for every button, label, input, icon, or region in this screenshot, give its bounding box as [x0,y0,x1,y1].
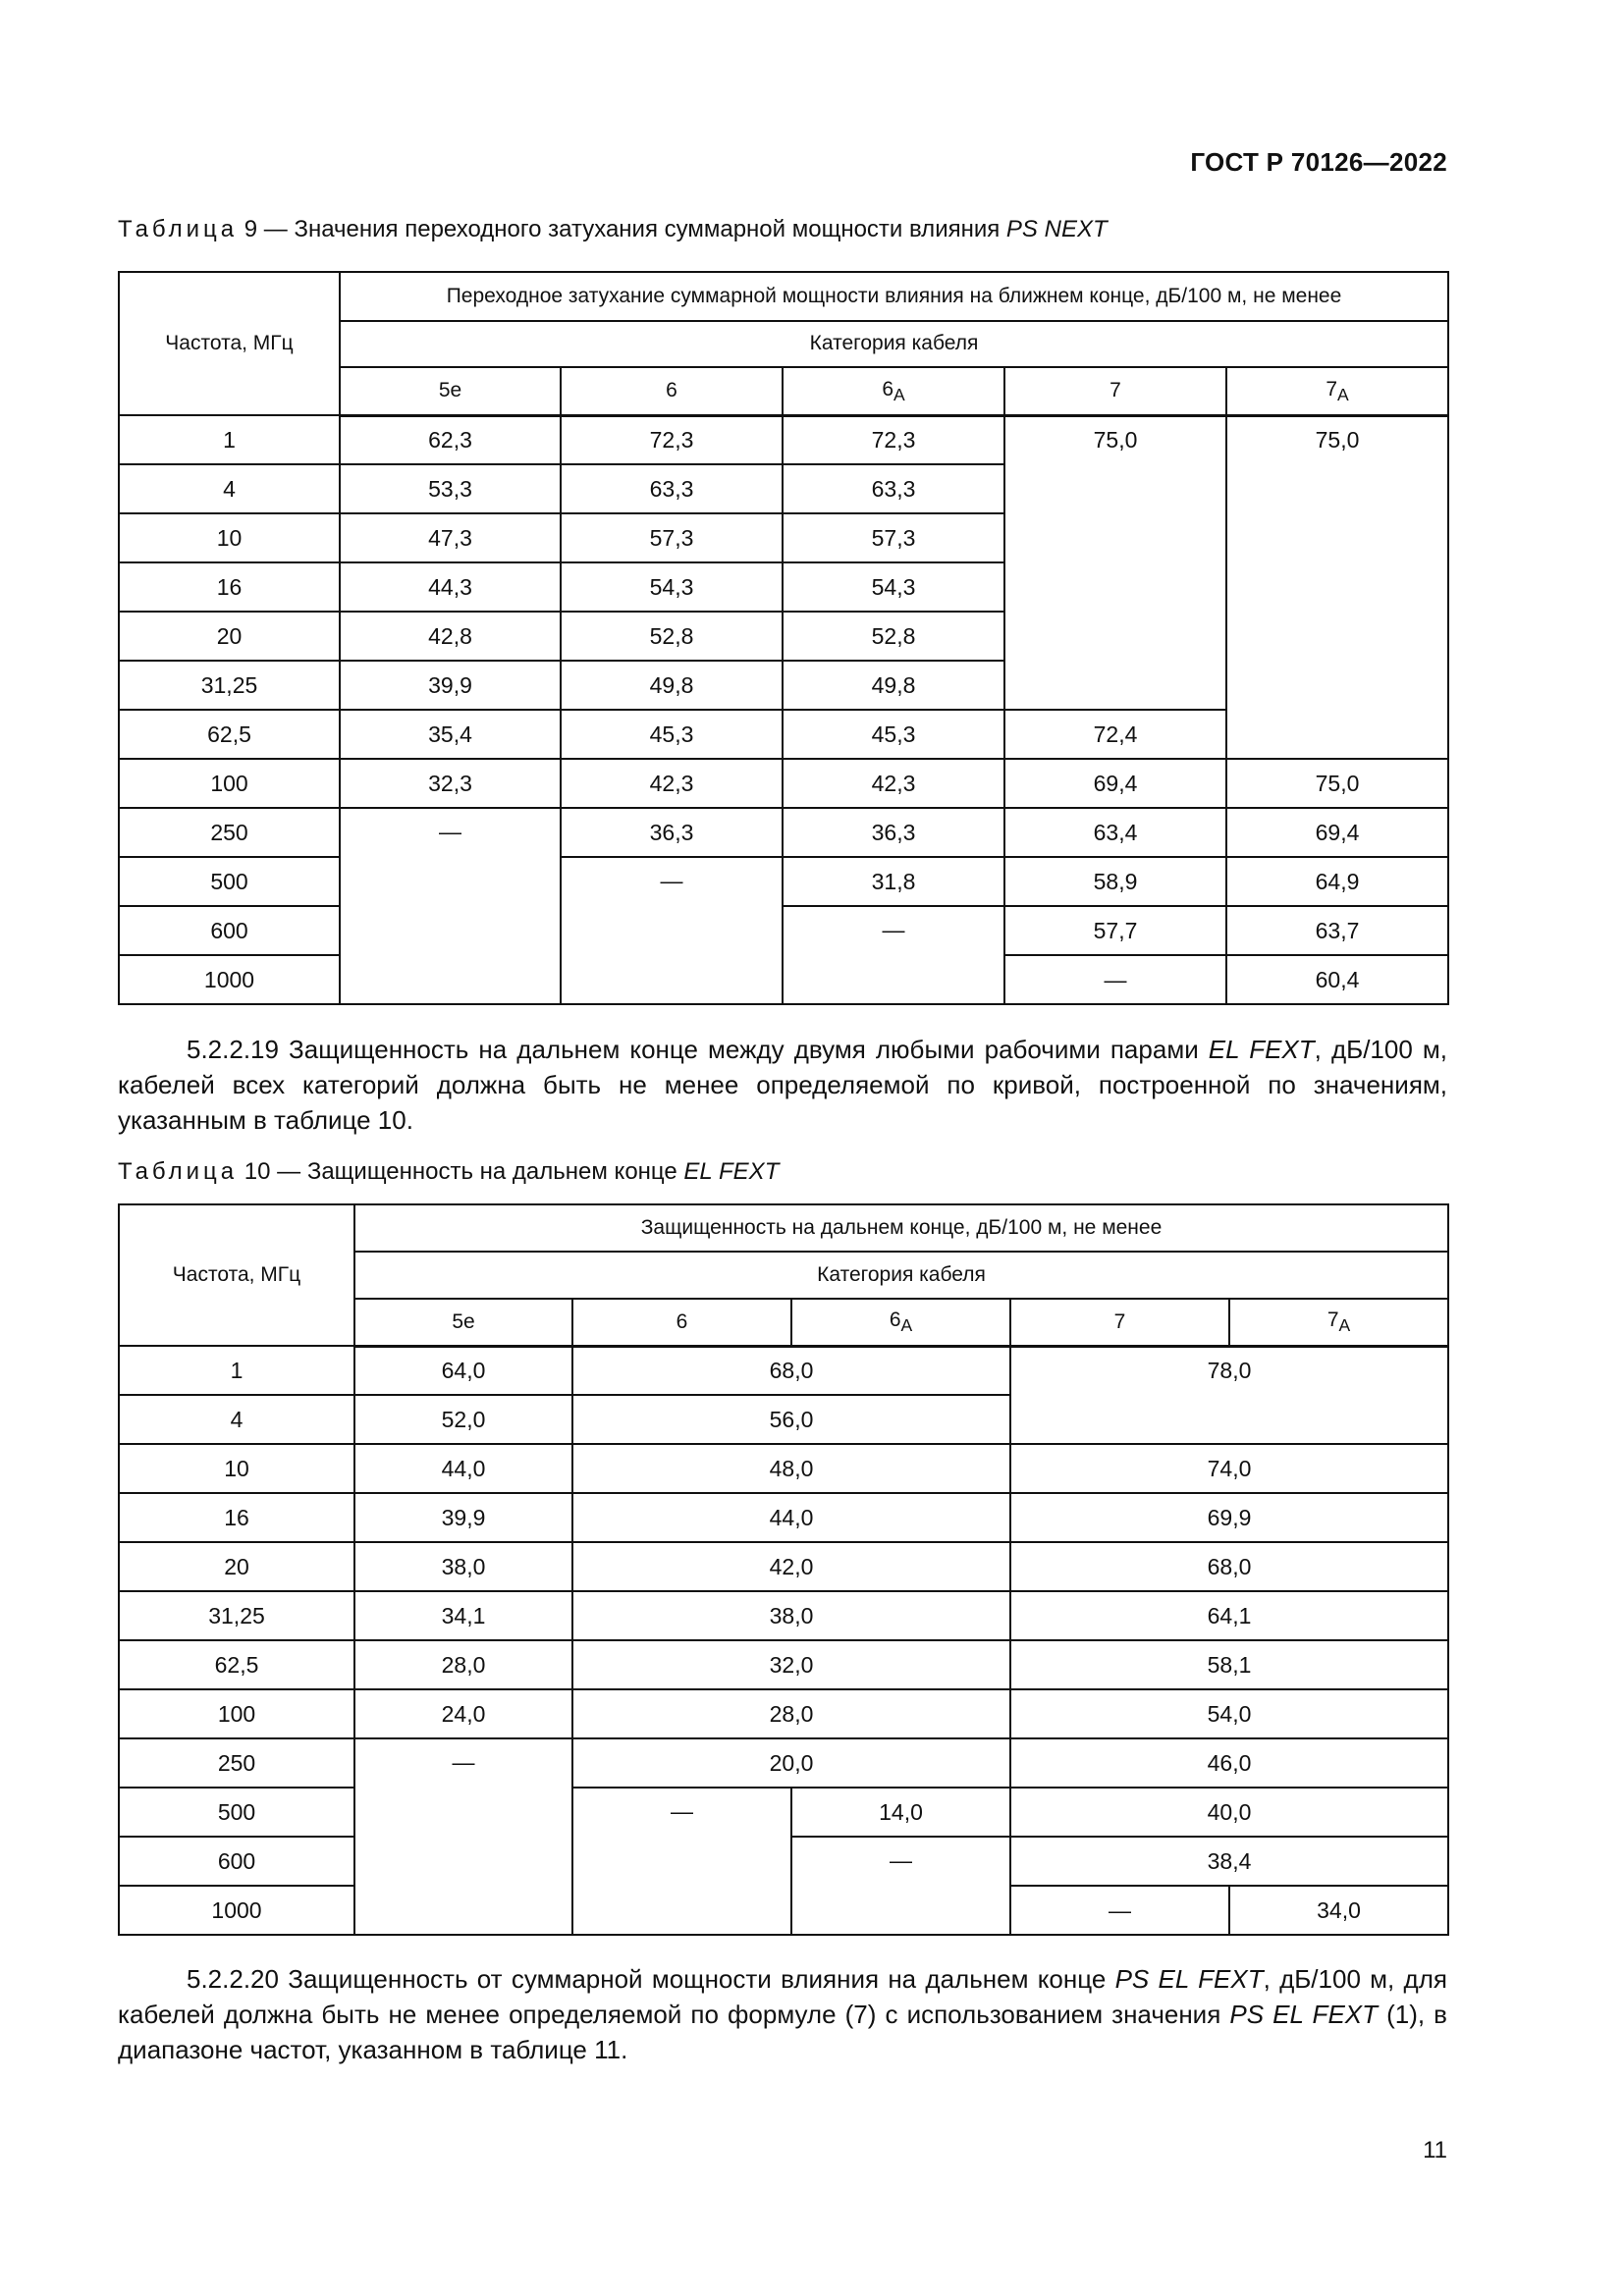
table9 [118,271,1449,1005]
table9-cell: 45,3 [561,710,783,759]
table9-cell: 63,3 [561,464,783,513]
table9-cell: 75,0 [1226,415,1448,759]
table-row [119,1738,1448,1788]
table10-freq-header: Частота, МГц [119,1204,354,1346]
table10-cell: 44,0 [354,1444,572,1493]
table9-cell: 31,8 [783,857,1004,906]
standard-designation: ГОСТ Р 70126—2022 [1190,147,1447,177]
table10-category-header: Категория кабеля [354,1252,1448,1299]
table10-cell: 42,0 [572,1542,1010,1591]
table9-cell: 39,9 [340,661,561,710]
paragraph-5-2-2-19: 5.2.2.19 Защищенность на дальнем конце между двумя любыми рабочими парами EL FEXT, дБ/100 м, кабелей всех категорий должна быть не менее определяемой по кривой, построенной по значениям, указанным в таблице 10. [118,1035,1447,1135]
table9-freq: 100 [119,759,340,808]
table10-freq: 1 [119,1346,354,1395]
table9-cat-6: 6 [561,367,783,415]
table9-cell: 69,4 [1226,808,1448,857]
table9-cell: 72,3 [783,415,1004,464]
table-row [119,1444,1448,1493]
table-row [119,415,1448,464]
table10-cell: 52,0 [354,1395,572,1444]
table-row [119,1591,1448,1640]
table9-category-header: Категория кабеля [340,321,1448,367]
table-row [119,906,1448,955]
table-row [119,808,1448,857]
table10-freq: 600 [119,1837,354,1886]
table-row [119,1689,1448,1738]
table10-cell: 54,0 [1010,1689,1448,1738]
table9-cell: 72,4 [1004,710,1226,759]
table9-cell: 63,3 [783,464,1004,513]
table10-cell: 46,0 [1010,1738,1448,1788]
table9-cat-5e: 5e [340,367,561,415]
table9-cell: — [1004,955,1226,1004]
table10-cell: 38,0 [572,1591,1010,1640]
table9-freq-header: Частота, МГц [119,272,340,415]
table9-freq: 1000 [119,955,340,1004]
table10-cell: 14,0 [791,1788,1010,1837]
table9-cell: 35,4 [340,710,561,759]
table9-cell: 42,8 [340,612,561,661]
table9-cell: 63,4 [1004,808,1226,857]
table9-cell: 60,4 [1226,955,1448,1004]
table9-freq: 10 [119,513,340,562]
table9-cell: — [783,906,1004,1004]
table9-freq: 4 [119,464,340,513]
table10-cell: — [572,1788,791,1935]
table9-main-header: Переходное затухание суммарной мощности влияния на ближнем конце, дБ/100 м, не менее [340,272,1448,321]
table10-cell: 34,0 [1229,1886,1448,1935]
table9-cell: 44,3 [340,562,561,612]
table9-freq: 600 [119,906,340,955]
table9-caption: Таблица 9 — Значения переходного затухания суммарной мощности влияния PS NEXT [118,216,1108,242]
table9-freq: 20 [119,612,340,661]
table10-cat-6: 6 [572,1299,791,1346]
table10-cell: 64,1 [1010,1591,1448,1640]
table10-cell: — [791,1837,1010,1935]
table9-cell: 36,3 [561,808,783,857]
table9-cell: 54,3 [783,562,1004,612]
table10-cell: 69,9 [1010,1493,1448,1542]
table9-cat-6a: $6_A$ [783,367,1004,415]
table9-cat-7a: $7_A$ [1226,367,1448,415]
table10-cell: 38,0 [354,1542,572,1591]
table10-cell: — [354,1738,572,1935]
table9-freq: 500 [119,857,340,906]
table-row [119,759,1448,808]
table9-cell: 58,9 [1004,857,1226,906]
table9-cell: 42,3 [783,759,1004,808]
table10-cell: 20,0 [572,1738,1010,1788]
page-number: 11 [1423,2137,1447,2163]
table10-freq: 10 [119,1444,354,1493]
table10-cell: 58,1 [1010,1640,1448,1689]
table9-cell: 52,8 [783,612,1004,661]
table10-main-header: Защищенность на дальнем конце, дБ/100 м, не менее [354,1204,1448,1252]
table9-cell: 45,3 [783,710,1004,759]
table10-cell: 56,0 [572,1395,1010,1444]
table10-freq: 100 [119,1689,354,1738]
table10-cat-6a: $6_A$ [791,1299,1010,1346]
table10-cell: 44,0 [572,1493,1010,1542]
table10-freq: 16 [119,1493,354,1542]
table9-cell: 75,0 [1226,759,1448,808]
table9-freq: 16 [119,562,340,612]
table10-freq: 62,5 [119,1640,354,1689]
table9-cell: — [340,808,561,1004]
table9-freq: 250 [119,808,340,857]
table10-freq: 31,25 [119,1591,354,1640]
table9-cell: 53,3 [340,464,561,513]
table10-freq: 500 [119,1788,354,1837]
paragraph-5-2-2-20: 5.2.2.20 Защищенность от суммарной мощности влияния на дальнем конце PS EL FEXT, дБ/100 м, для кабелей должна быть не менее определяемой по формуле (7) с использованием значения PS EL FEXT (1), в диапазоне частот, указанном в таблице 11. [118,1964,1447,2064]
table10-cell: 28,0 [572,1689,1010,1738]
table9-cell: 47,3 [340,513,561,562]
table10-freq: 1000 [119,1886,354,1935]
table10-freq: 250 [119,1738,354,1788]
table-row [119,1493,1448,1542]
table10-cell: 64,0 [354,1346,572,1395]
table10-cell: — [1010,1886,1229,1935]
table9-cell: 69,4 [1004,759,1226,808]
table10-cell: 68,0 [572,1346,1010,1395]
table-row [119,1346,1448,1395]
table9-cat-7: 7 [1004,367,1226,415]
table9-cell: 62,3 [340,415,561,464]
table9-cell: 72,3 [561,415,783,464]
table10-cell: 39,9 [354,1493,572,1542]
table10-cell: 40,0 [1010,1788,1448,1837]
table9-cell: 57,3 [561,513,783,562]
table10-cell: 74,0 [1010,1444,1448,1493]
table-row [119,857,1448,906]
table9-cell: 54,3 [561,562,783,612]
table9-cell: 49,8 [561,661,783,710]
table10-cat-7a: $7_A$ [1229,1299,1448,1346]
table9-cell: 57,7 [1004,906,1226,955]
table10-cell: 38,4 [1010,1837,1448,1886]
table9-freq: 31,25 [119,661,340,710]
table10-cell: 78,0 [1010,1346,1448,1444]
table9-freq: 1 [119,415,340,464]
table-row [119,1640,1448,1689]
table10-caption: Таблица 10 — Защищенность на дальнем конце EL FEXT [118,1158,780,1185]
table9-cell: 42,3 [561,759,783,808]
table9-cell: — [561,857,783,1004]
table10-cell: 68,0 [1010,1542,1448,1591]
table9-cell: 49,8 [783,661,1004,710]
table10-cell: 28,0 [354,1640,572,1689]
table10-freq: 20 [119,1542,354,1591]
table10-freq: 4 [119,1395,354,1444]
table9-cell: 32,3 [340,759,561,808]
table9-cell: 52,8 [561,612,783,661]
table9-cell: 36,3 [783,808,1004,857]
table10-cell: 48,0 [572,1444,1010,1493]
table9-freq: 62,5 [119,710,340,759]
table9-cell: 63,7 [1226,906,1448,955]
table-row [119,1542,1448,1591]
table9-cell: 75,0 [1004,415,1226,710]
table10-cell: 24,0 [354,1689,572,1738]
table10-cat-5e: 5e [354,1299,572,1346]
table9-cell: 64,9 [1226,857,1448,906]
table-row [119,1788,1448,1837]
table10-cat-7: 7 [1010,1299,1229,1346]
table10-cell: 32,0 [572,1640,1010,1689]
table10 [118,1203,1449,1936]
table9-cell: 57,3 [783,513,1004,562]
table10-cell: 34,1 [354,1591,572,1640]
